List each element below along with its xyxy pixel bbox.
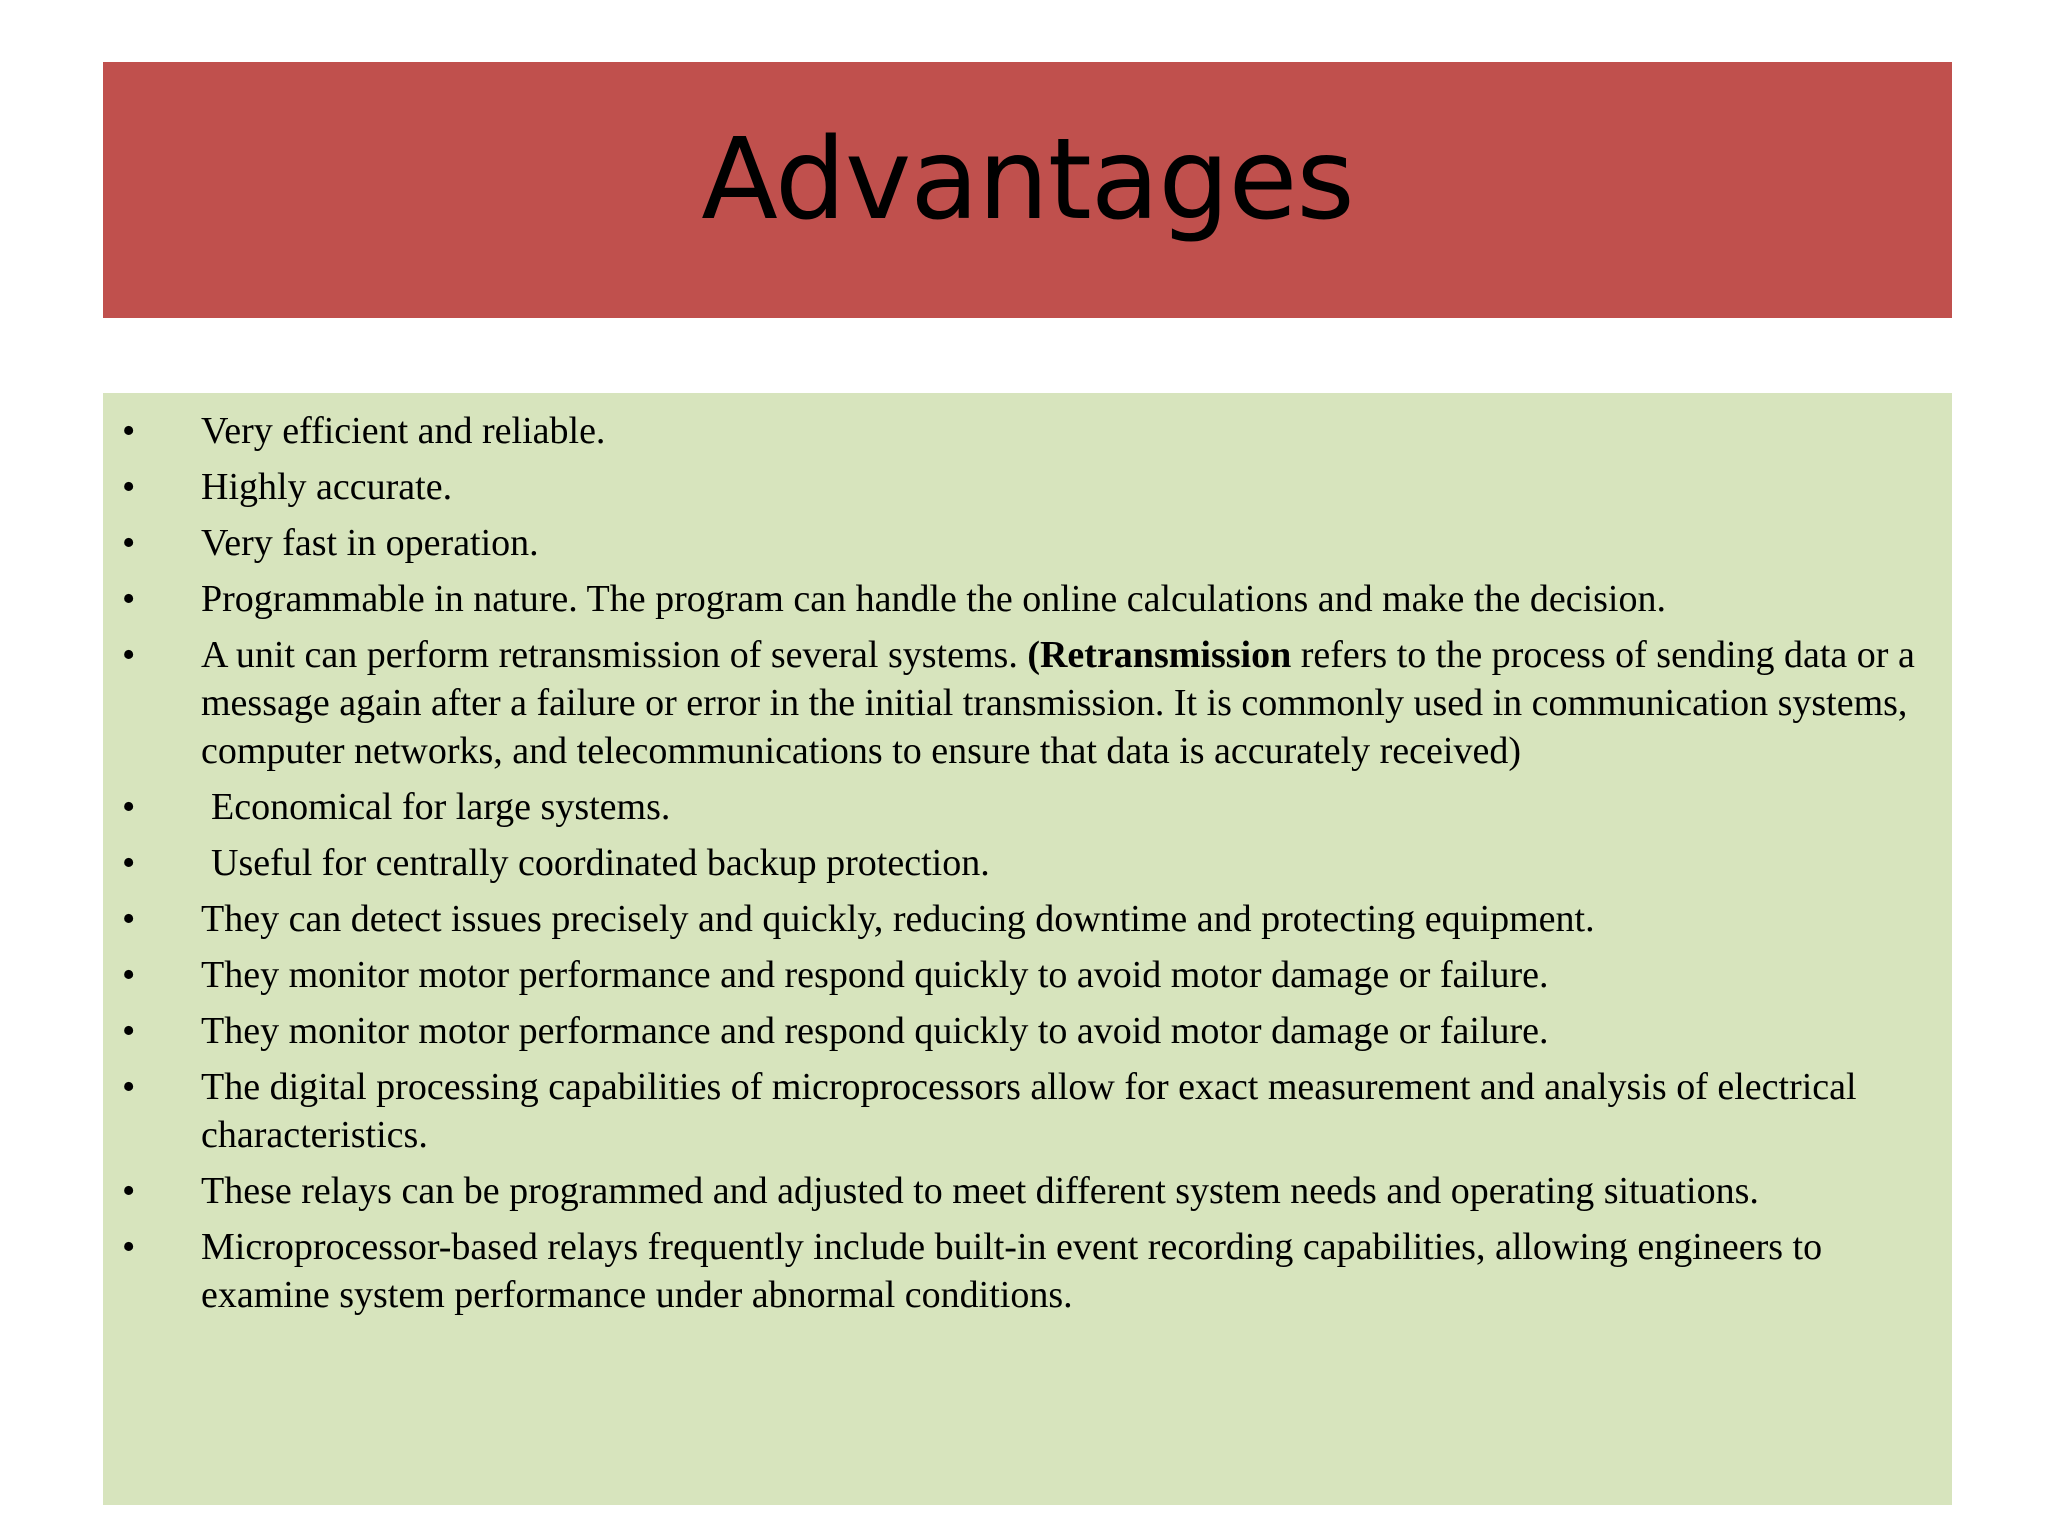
bullet-item xyxy=(103,1167,1952,1215)
bullet-item xyxy=(103,631,1952,775)
bullet-text: Microprocessor-based relays frequently include built-in event recording capabilities, allowing engineers to examine system performance under abnormal conditions. xyxy=(201,1226,1823,1316)
bullet-text: Highly accurate. xyxy=(201,466,453,508)
title-banner xyxy=(103,62,1952,318)
bullet-item xyxy=(103,783,1952,831)
bullet-text-part: refers to the process of sending data or a message again after a failure or error in the initial transmission. It is commonly used in communication systems, computer networks, and telecommunications to ensure that data is accurately received) xyxy=(201,634,1915,772)
bullet-text: Very fast in operation. xyxy=(201,522,539,564)
bullet-icon: • xyxy=(122,898,136,940)
bullet-item xyxy=(103,839,1952,887)
bullet-icon: • xyxy=(122,1170,136,1212)
bullet-icon: • xyxy=(122,1226,136,1268)
bullet-item xyxy=(103,407,1952,455)
bullet-item xyxy=(103,1007,1952,1055)
bullet-list xyxy=(103,407,1952,1327)
bullet-text: Useful for centrally coordinated backup protection. xyxy=(211,842,990,884)
bullet-text: Very efficient and reliable. xyxy=(201,410,606,452)
bullet-icon: • xyxy=(122,466,136,508)
bold-term: (Retransmission xyxy=(1027,634,1292,676)
bullet-item xyxy=(103,463,1952,511)
content-panel xyxy=(103,393,1952,1505)
bullet-text: Economical for large systems. xyxy=(211,786,671,828)
bullet-item xyxy=(103,519,1952,567)
bullet-text: They can detect issues precisely and quickly, reducing downtime and protecting equipment. xyxy=(201,898,1595,940)
bullet-icon: • xyxy=(122,786,136,828)
bullet-item xyxy=(103,951,1952,999)
bullet-text: Programmable in nature. The program can handle the online calculations and make the decision. xyxy=(201,578,1666,620)
bullet-item xyxy=(103,895,1952,943)
bullet-icon: • xyxy=(122,954,136,996)
bullet-item xyxy=(103,575,1952,623)
bullet-icon: • xyxy=(122,1066,136,1108)
bullet-text: These relays can be programmed and adjusted to meet different system needs and operating situations. xyxy=(201,1170,1759,1212)
bullet-item xyxy=(103,1223,1952,1319)
bullet-icon: • xyxy=(122,522,136,564)
bullet-text: They monitor motor performance and respond quickly to avoid motor damage or failure. xyxy=(201,954,1549,996)
bullet-text: The digital processing capabilities of microprocessors allow for exact measurement and analysis of electrical characteristics. xyxy=(201,1066,1857,1156)
bullet-item xyxy=(103,1063,1952,1159)
bullet-text: They monitor motor performance and respond quickly to avoid motor damage or failure. xyxy=(201,1010,1549,1052)
bullet-icon: • xyxy=(122,578,136,620)
bullet-text xyxy=(201,634,1915,772)
bullet-icon: • xyxy=(122,842,136,884)
bullet-icon: • xyxy=(122,410,136,452)
bullet-icon: • xyxy=(122,1010,136,1052)
bullet-icon: • xyxy=(122,634,136,676)
slide-title: Advantages xyxy=(701,115,1354,245)
bullet-text-part: A unit can perform retransmission of several systems. xyxy=(201,634,1028,676)
